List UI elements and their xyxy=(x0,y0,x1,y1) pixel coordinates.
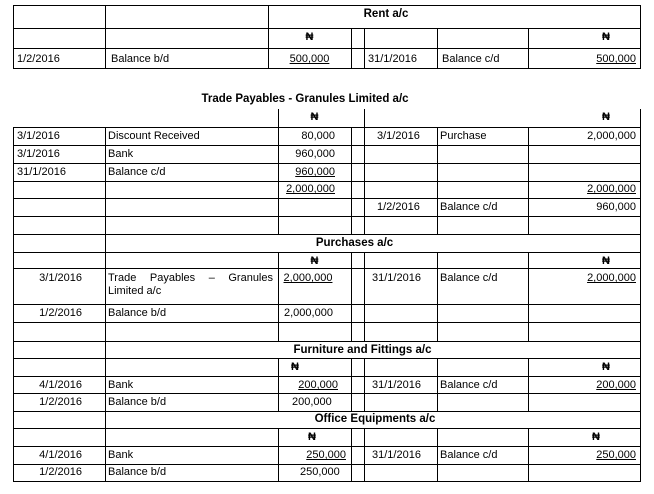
naira-symbol: ₦ xyxy=(308,431,316,443)
grid-line xyxy=(640,109,641,234)
credit-date: 31/1/2016 xyxy=(372,272,421,284)
grid-line xyxy=(13,234,641,235)
grid-line xyxy=(105,411,106,481)
debit-date: 3/1/2016 xyxy=(17,148,60,160)
credit-total: 2,000,000 xyxy=(587,183,636,195)
debit-date: 4/1/2016 xyxy=(39,379,82,391)
naira-symbol: ₦ xyxy=(310,111,319,123)
debit-particulars: Bank xyxy=(108,148,134,160)
grid-line xyxy=(13,428,641,429)
grid-line xyxy=(13,252,641,253)
credit-amount: 200,000 xyxy=(596,379,636,391)
debit-particulars: Balance b/d xyxy=(108,396,167,408)
naira-symbol: ₦ xyxy=(592,431,600,443)
grid-line xyxy=(13,5,641,6)
grid-line xyxy=(351,28,352,68)
credit-date: 1/2/2016 xyxy=(377,201,420,213)
grid-line xyxy=(13,163,641,164)
grid-line xyxy=(13,322,641,323)
debit-date: 3/1/2016 xyxy=(17,130,60,142)
grid-line xyxy=(640,234,641,341)
grid-line xyxy=(528,127,529,234)
debit-date: 1/2/2016 xyxy=(39,307,82,319)
debit-amount: 2,000,000 xyxy=(283,272,333,284)
grid-line xyxy=(13,234,14,341)
grid-line xyxy=(437,252,438,341)
grid-line xyxy=(351,127,352,234)
credit-particulars: Purchase xyxy=(440,130,487,142)
grid-line xyxy=(13,481,641,482)
grid-line xyxy=(13,446,641,447)
grid-line xyxy=(13,68,641,69)
grid-line xyxy=(13,393,641,394)
grid-line xyxy=(105,5,106,68)
grid-line xyxy=(105,341,106,411)
grid-line xyxy=(13,376,641,377)
debit-amount: 500,000 xyxy=(289,53,330,65)
debit-amount: 960,000 xyxy=(295,148,335,160)
debit-total: 2,000,000 xyxy=(286,183,335,195)
debit-particulars: Trade Payables – Granules Limited a/c xyxy=(108,272,273,297)
grid-line xyxy=(105,127,106,234)
grid-line xyxy=(13,198,641,199)
credit-particulars: Balance c/d xyxy=(440,201,498,213)
grid-line xyxy=(13,464,641,465)
credit-particulars: Balance c/d xyxy=(440,272,498,284)
credit-amount: 2,000,000 xyxy=(587,130,636,142)
debit-amount: 80,000 xyxy=(301,130,335,142)
credit-amount: 960,000 xyxy=(596,201,636,213)
credit-particulars: Balance c/d xyxy=(440,449,498,461)
grid-line xyxy=(364,358,365,411)
total-rule xyxy=(584,181,634,182)
account-title: Trade Payables - Granules Limited a/c xyxy=(201,93,409,105)
grid-line xyxy=(364,428,365,481)
credit-date: 31/1/2016 xyxy=(372,379,421,391)
grid-line xyxy=(13,304,641,305)
grid-line xyxy=(364,252,365,341)
debit-amount: 200,000 xyxy=(292,396,332,408)
naira-symbol: ₦ xyxy=(310,255,319,267)
grid-line xyxy=(437,428,438,481)
debit-particulars: Bank xyxy=(108,449,134,461)
grid-line xyxy=(437,127,438,234)
grid-line xyxy=(13,341,641,342)
account-title: Rent a/c xyxy=(363,8,409,20)
debit-particulars: Balance b/d xyxy=(111,53,170,65)
credit-particulars: Balance c/d xyxy=(442,53,500,65)
credit-date: 31/1/2016 xyxy=(372,449,421,461)
naira-symbol: ₦ xyxy=(291,361,299,373)
debit-amount: 250,000 xyxy=(300,466,340,478)
grid-line xyxy=(640,5,641,68)
debit-amount: 200,000 xyxy=(298,379,338,391)
grid-line xyxy=(13,48,641,49)
grid-line xyxy=(13,181,641,182)
debit-date: 1/2/2016 xyxy=(39,466,82,478)
debit-particulars: Balance c/d xyxy=(108,166,166,178)
grid-line xyxy=(437,28,438,68)
account-title: Purchases a/c xyxy=(315,237,394,249)
debit-particulars: Discount Received xyxy=(108,130,200,142)
credit-amount: 2,000,000 xyxy=(587,272,636,284)
debit-date: 1/2/2016 xyxy=(17,53,60,65)
grid-line xyxy=(13,127,14,234)
debit-amount: 2,000,000 xyxy=(284,307,333,319)
grid-line xyxy=(351,358,352,411)
debit-date: 4/1/2016 xyxy=(39,449,82,461)
credit-amount: 500,000 xyxy=(596,53,636,65)
naira-symbol: ₦ xyxy=(602,255,610,267)
naira-symbol: ₦ xyxy=(602,361,610,373)
grid-line xyxy=(13,268,641,269)
debit-amount: 960,000 xyxy=(295,166,335,178)
grid-line xyxy=(13,28,641,29)
grid-line xyxy=(13,5,14,68)
credit-date: 3/1/2016 xyxy=(377,130,420,142)
grid-line xyxy=(640,411,641,481)
naira-symbol: ₦ xyxy=(602,31,610,43)
credit-amount: 250,000 xyxy=(596,449,636,461)
naira-symbol: ₦ xyxy=(602,111,610,123)
debit-amount: 250,000 xyxy=(306,449,346,461)
grid-line xyxy=(13,145,641,146)
grid-line xyxy=(13,411,641,412)
grid-line xyxy=(640,341,641,411)
debit-date: 1/2/2016 xyxy=(39,396,82,408)
debit-particulars: Bank xyxy=(108,379,134,391)
naira-symbol: ₦ xyxy=(305,31,314,43)
grid-line xyxy=(364,28,365,68)
account-title: Office Equipments a/c xyxy=(314,413,436,425)
debit-particulars: Balance b/d xyxy=(108,466,167,478)
debit-particulars: Balance b/d xyxy=(108,307,167,319)
grid-line xyxy=(13,127,641,128)
credit-particulars: Balance c/d xyxy=(440,379,498,391)
grid-line xyxy=(105,234,106,341)
debit-date: 3/1/2016 xyxy=(39,272,82,284)
grid-line xyxy=(13,358,641,359)
debit-date: 31/1/2016 xyxy=(17,166,66,178)
account-title: Furniture and Fittings a/c xyxy=(293,344,432,356)
grid-line xyxy=(351,252,352,341)
credit-date: 31/1/2016 xyxy=(368,53,417,65)
grid-line xyxy=(351,428,352,481)
grid-line xyxy=(437,358,438,411)
grid-line xyxy=(13,216,641,217)
grid-line xyxy=(364,109,365,234)
